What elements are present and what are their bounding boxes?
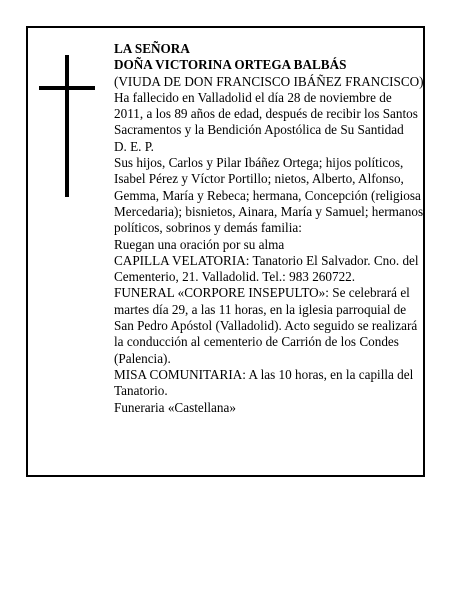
rest-in-peace: D. E. P. [114,138,154,154]
cross-horizontal-bar [39,86,95,90]
funeral-home: Funeraria «Castellana» [114,399,236,415]
latin-cross-icon [39,55,95,197]
funeral-info: FUNERAL «CORPORE INSEPULTO»: Se celebrará el martes día 29, a las 11 horas, en la iglesia parroquial de San Pedro Apóstol (Valladolid). Acto seguido se realizará la conducción al cementerio de Carrión de los Condes (Palencia). [114,285,418,366]
prayer-request: Ruegan una oración por su alma [114,236,285,252]
notice-title: LA SEÑORA [114,41,190,56]
deceased-name: DOÑA VICTORINA ORTEGA BALBÁS [114,57,347,73]
obituary-notice [26,26,425,477]
death-announcement: Ha fallecido en Valladolid el día 28 de noviembre de 2011, a los 89 años de edad, después de recibir los Santos Sacramentos y la Bendición Apostólica de Su Santidad [114,89,418,138]
family-list: Sus hijos, Carlos y Pilar Ibáñez Ortega; hijos políticos, Isabel Pérez y Víctor Portillo; nietos, Alberto, Alfonso, Gemma, María y Rebeca; hermana, Concepción (religiosa Mercedaria); bisnietos, Ainara, María y Samuel; hermanos políticos, sobrinos y demás familia: [114,155,424,236]
widow-of-line: (VIUDA DE DON FRANCISCO IBÁÑEZ FRANCISCO) [114,73,424,89]
notice-text-block [114,41,424,416]
mass-info: MISA COMUNITARIA: A las 10 horas, en la capilla del Tanatorio. [114,366,414,399]
cross-vertical-bar [65,55,69,197]
wake-chapel-info: CAPILLA VELATORIA: Tanatorio El Salvador. Cno. del Cementerio, 21. Valladolid. Tel.: 983 260722. [114,252,419,285]
